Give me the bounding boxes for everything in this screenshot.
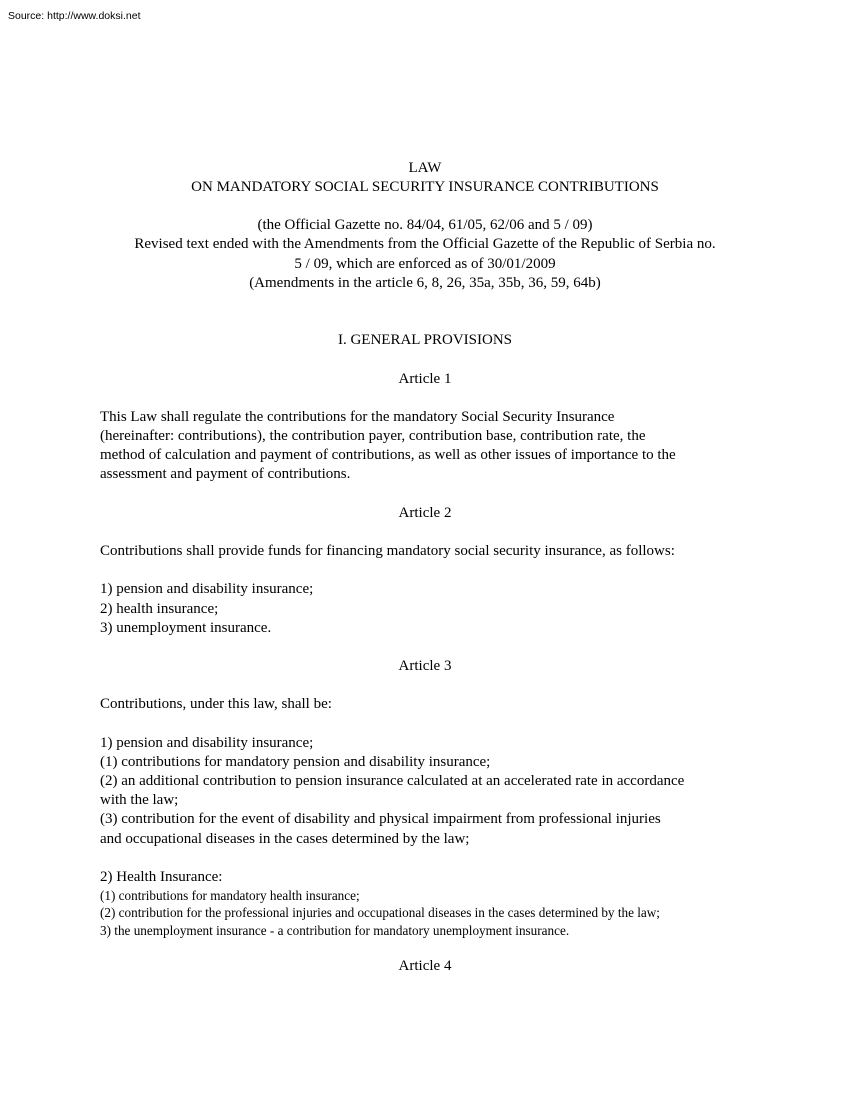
- article-2-item: 1) pension and disability insurance;: [100, 581, 314, 597]
- article-1-line: method of calculation and payment of contributions, as well as other issues of importance to the: [100, 447, 676, 463]
- article-1-line: (hereinafter: contributions), the contribution payer, contribution base, contribution rate, the: [100, 428, 646, 444]
- article-1-heading: Article 1: [398, 371, 452, 387]
- revised-text-line-2: 5 / 09, which are enforced as of 30/01/2009: [294, 256, 556, 272]
- source-url: Source: http://www.doksi.net: [8, 10, 141, 22]
- article-3-group-2-line: (2) contribution for the professional injuries and occupational diseases in the cases determined by the law;: [100, 905, 660, 920]
- article-3-heading: Article 3: [398, 658, 452, 674]
- article-2-item: 3) unemployment insurance.: [100, 620, 272, 636]
- article-3-group-1-line: (1) contributions for mandatory pension and disability insurance;: [100, 754, 491, 770]
- article-3-group-1-line: 1) pension and disability insurance;: [100, 735, 314, 751]
- article-3-group-1-line: and occupational diseases in the cases determined by the law;: [100, 831, 470, 847]
- article-2-heading: Article 2: [398, 505, 452, 521]
- article-3-group-2-line: (1) contributions for mandatory health insurance;: [100, 888, 360, 903]
- article-3-group-1-line: (2) an additional contribution to pension insurance calculated at an accelerated rate in accordance: [100, 773, 685, 789]
- article-1-line: assessment and payment of contributions.: [100, 466, 351, 482]
- law-subtitle: ON MANDATORY SOCIAL SECURITY INSURANCE CONTRIBUTIONS: [191, 179, 659, 195]
- article-1-line: This Law shall regulate the contributions for the mandatory Social Security Insurance: [100, 409, 615, 425]
- article-3-group-2-line: 3) the unemployment insurance - a contribution for mandatory unemployment insurance.: [100, 923, 570, 938]
- article-3-group-1-line: with the law;: [100, 792, 179, 808]
- section-heading: I. GENERAL PROVISIONS: [337, 332, 513, 348]
- gazette-reference: (the Official Gazette no. 84/04, 61/05, 62/06 and 5 / 09): [257, 217, 593, 233]
- article-3-group-1-line: (3) contribution for the event of disability and physical impairment from professional injuries: [100, 811, 661, 827]
- article-2-intro: Contributions shall provide funds for financing mandatory social security insurance, as follows:: [100, 543, 675, 559]
- article-3-group-2-heading: 2) Health Insurance:: [100, 869, 223, 885]
- article-3-intro: Contributions, under this law, shall be:: [100, 696, 332, 712]
- law-title: LAW: [408, 160, 442, 176]
- article-4-heading: Article 4: [398, 958, 452, 974]
- revised-text-line-1: Revised text ended with the Amendments from the Official Gazette of the Republic of Serbia no.: [134, 236, 716, 252]
- amendments-note: (Amendments in the article 6, 8, 26, 35a, 35b, 36, 59, 64b): [249, 275, 601, 291]
- article-2-item: 2) health insurance;: [100, 601, 219, 617]
